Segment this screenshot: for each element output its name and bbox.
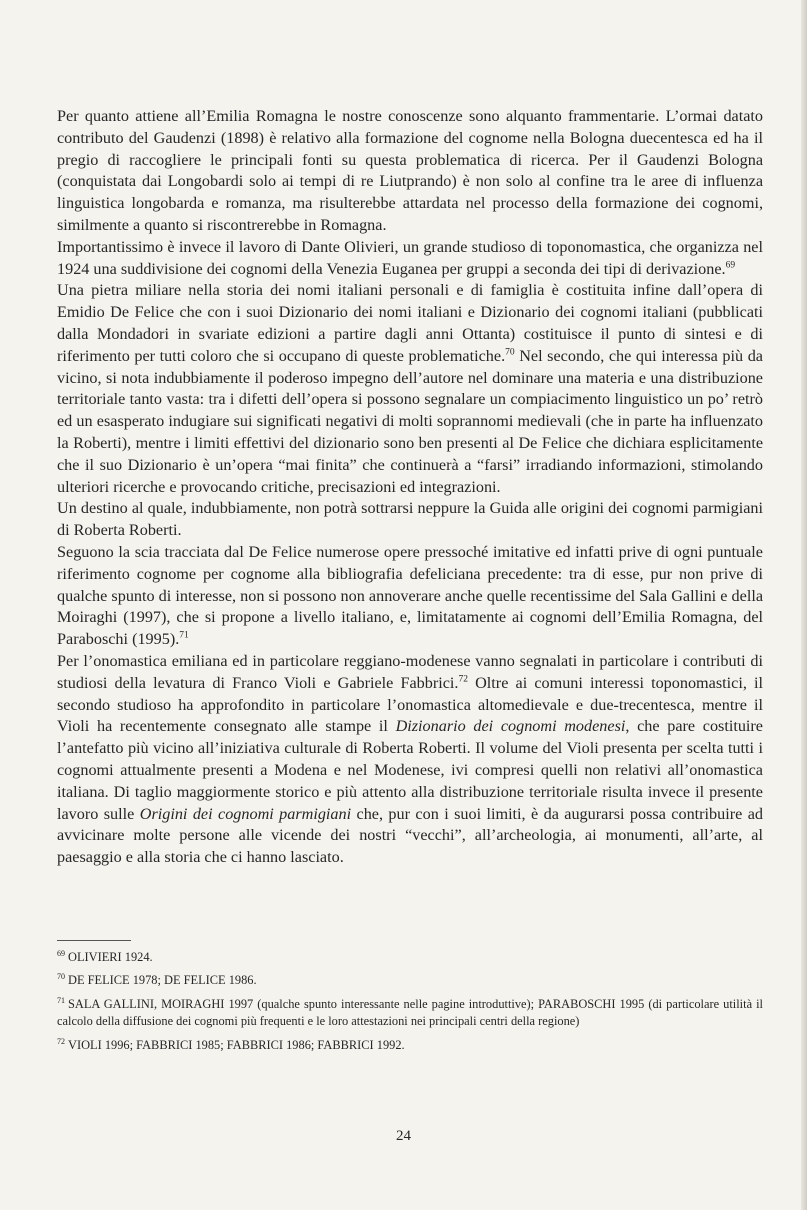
footnote-separator <box>57 940 131 941</box>
paragraph-destino: Un destino al quale, indubbiamente, non potrà sottrarsi neppure la Guida alle origini dei cognomi parmigiani di Roberta Roberti. <box>57 499 763 540</box>
paragraph-de-felice: Una pietra miliare nella storia dei nomi italiani personali e di famiglia è costituita infine dall’opera di Emidio De Felice che con i suoi Dizionario dei nomi italiani e Dizionario dei cognomi italiani (pubblicati dalla Mondadori in svariate edizioni a partire dagli anni Ottanta) costituisce il punto di sintesi e di riferimento per tutti coloro che si occupano di queste problematiche.$^{70}$ Nel secondo, che qui interessa più da vicino, si nota indubbiamente il poderoso impegno dell’autore nel dominare una materia e una distribuzione territoriale tanto vasta: tra i difetti dell’opera si possono segnalare un compiacimento linguistico un po’ retrò ed un esasperato indugiare sui significati negativi di molti soprannomi medievali (che in parte ha influenzato la Roberti), mentre i limiti effettivi del dizionario sono ben presenti al De Felice che dichiara esplicitamente che il suo Dizionario è un’opera “mai finita” che continuerà a “farsi” irradiando informazioni, stimolando ulteriori ricerche e provocando critiche, precisazioni ed integrazioni. <box>57 281 763 496</box>
footnote-ref-72[interactable]: 72 <box>458 674 468 685</box>
footnote-70 <box>57 972 763 989</box>
italic-title-origini: Origini dei cognomi parmigiani <box>139 804 352 823</box>
footnote-text: OLIVIERI 1924. <box>68 950 153 964</box>
paragraph-onomastica-emiliana: Per l’onomastica emiliana ed in particolare reggiano-modenese vanno segnalati in particolare i contributi di studiosi della levatura di Franco Violi e Gabriele Fabbrici.$^{72}$ Oltre ai comuni interessi toponomastici, il secondo studioso ha approfondito in particolare l’onomastica altomedievale e due-trecentesca, mentre il Violi ha recentemente consegnato alle stampe il Dizionario dei cognomi modenesi, che pare costituire l’antefatto più vicino all’iniziativa culturale di Roberta Roberti. Il volume del Violi presenta per scelta tutti i cognomi attualmente presenti a Modena e nel Modenese, ivi compresi quelli non relativi all’onomastica italiana. Di taglio maggiormente storico e più attento alla distribuzione territoriale risulta invece il presente lavoro sulle Origini dei cognomi parmigiani che, pur con i suoi limiti, è da augurarsi possa contribuire ad avvicinare molte persone alle vicende dei nostri “vecchi”, all’archeologia, ai monumenti, all’arte, al paesaggio e alla storia che ci hanno lasciato. <box>57 651 763 867</box>
footnote-text: DE FELICE 1978; DE FELICE 1986. <box>68 973 257 988</box>
paragraph-olivieri: Importantissimo è invece il lavoro di Dante Olivieri, un grande studioso di toponomastica, che organizza nel 1924 una suddivisione dei cognomi della Venezia Euganea per gruppi a seconda dei tipi di derivazione.$^{69}$ <box>57 237 763 278</box>
main-text <box>57 106 763 869</box>
footnote-number: 71 <box>57 995 65 1005</box>
footnote-71 <box>57 996 763 1031</box>
footnote-72 <box>57 1037 763 1054</box>
footnote-text: SALA GALLINI, MOIRAGHI 1997 (qualche spunto interessante nelle pagine introduttive); PARABOSCHI 1995 (di particolare utilità il calcolo della diffusione dei cognomi più frequenti e le loro attestazioni nei principali centri della regione) <box>57 996 763 1029</box>
paragraph-emilia-romagna: Per quanto attiene all’Emilia Romagna le nostre conoscenze sono alquanto frammentarie. L’ormai datato contributo del Gaudenzi (1898) è relativo alla formazione del cognome nella Bologna duecentesca ed ha il pregio di raccogliere le principali fonti su questa problematica di ricerca. Per il Gaudenzi Bologna (conquistata dai Longobardi solo ai tempi di re Liutprando) è non solo al confine tra le aree di influenza linguistica longobarda e romanza, ma risulterebbe attardata nel processo della formazione dei cognomi, similmente a quanto si riscontrerebbe in Romagna. <box>57 107 763 234</box>
paragraph-seguono: Seguono la scia tracciata dal De Felice numerose opere pressoché imitative ed infatti prive di ogni puntuale riferimento cognome per cognome alla bibliografia defeliciana precedente: tra di esse, pur non prive di qualche spunto di interesse, non si possono non annoverare anche quelle recentissime del Sala Gallini e della Moiraghi (1997), che si propone a livello italiano, e, limitatamente ai cognomi dell’Emilia Romagna, del Paraboschi (1995).$^{71}$ <box>57 542 763 649</box>
page-number: 24 <box>396 1128 411 1144</box>
footnote-number: 69 <box>57 948 65 958</box>
footnote-ref-70[interactable]: 70 <box>505 347 515 358</box>
footnote-number: 70 <box>57 972 65 982</box>
footnote-ref-69[interactable]: 69 <box>725 260 736 271</box>
footnote-ref-71[interactable]: 71 <box>179 630 189 641</box>
footnote-number: 72 <box>57 1036 65 1046</box>
footnote-text: VIOLI 1996; FABBRICI 1985; FABBRICI 1986; FABBRICI 1992. <box>68 1037 405 1052</box>
page-edge-shadow <box>801 0 807 1210</box>
footnotes <box>57 949 763 1060</box>
footnote-69 <box>57 949 763 966</box>
italic-title-violi: Dizionario dei cognomi modenesi <box>395 717 626 736</box>
